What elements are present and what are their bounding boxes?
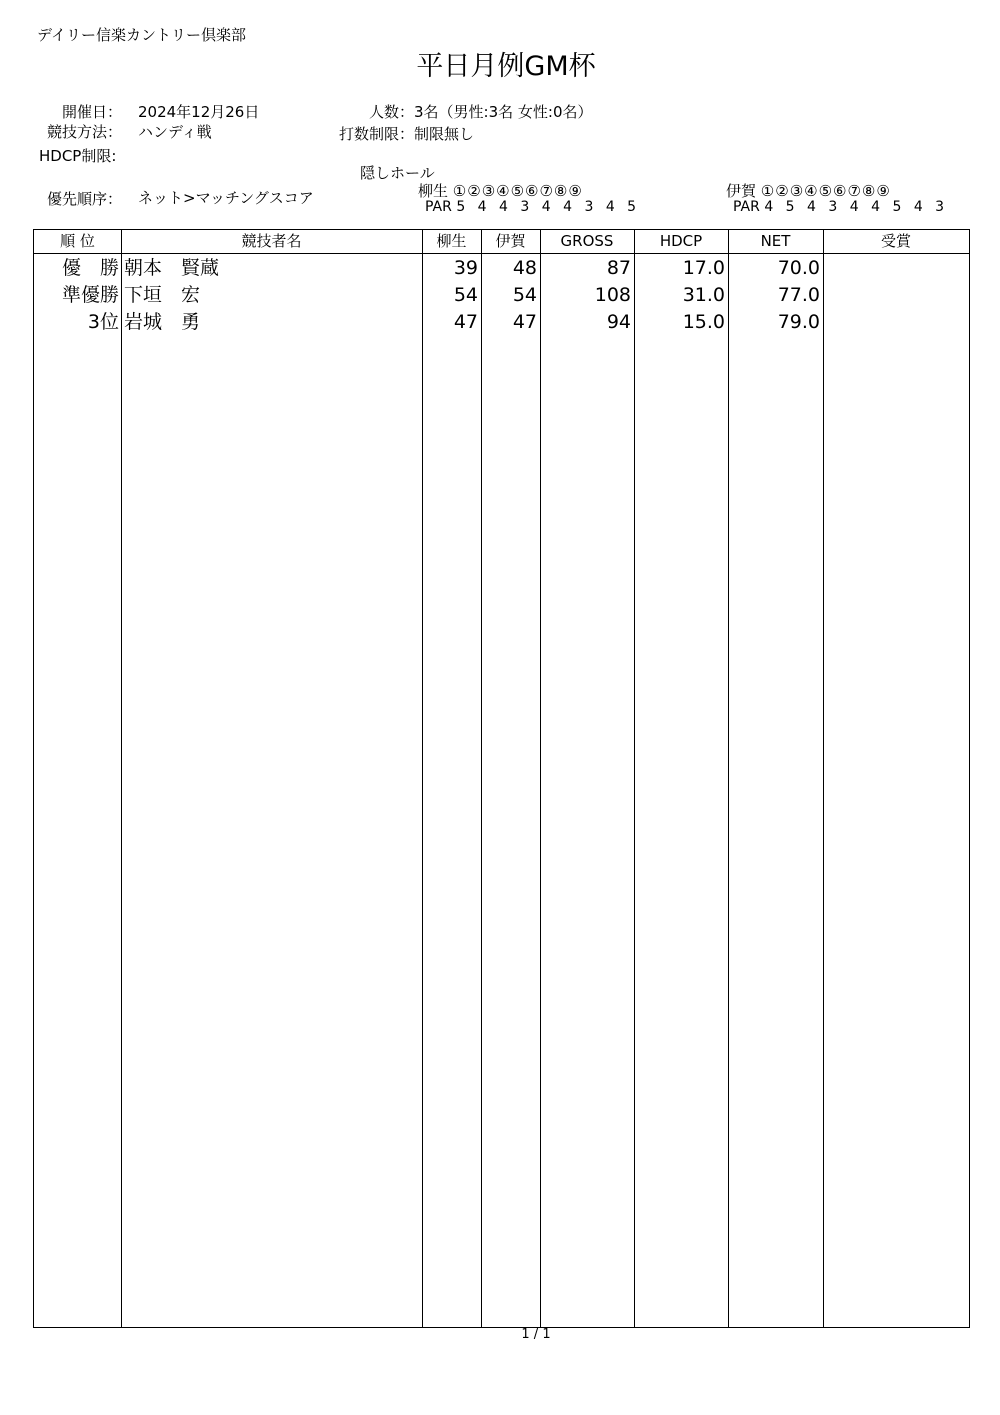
header-out: 柳生 (436, 232, 467, 250)
header-gross: GROSS (560, 232, 614, 250)
row-rank: 優 勝 (61, 257, 119, 279)
header-in: 伊賀 (495, 232, 526, 250)
course-1-holes (418, 180, 583, 201)
course-1-par-values: 5 4 4 3 4 4 3 4 5 (456, 199, 641, 215)
course-2-hole-marks: ①②③④⑤⑥⑦⑧⑨ (760, 182, 891, 200)
row-award (826, 309, 966, 335)
row-out: 47 (453, 311, 478, 333)
table-row (34, 282, 969, 308)
method-value: ハンディ戦 (138, 123, 212, 141)
row-player-name: 朝本 賢蔵 (124, 257, 220, 279)
header-award: 受賞 (880, 232, 911, 250)
header-rank: 順 位 (60, 232, 95, 250)
header-net: NET (760, 232, 791, 250)
row-gross: 87 (606, 257, 631, 279)
row-gross: 94 (606, 311, 631, 333)
row-hdcp: 31.0 (682, 284, 725, 306)
club-name: デイリー信楽カントリー倶楽部 (37, 26, 246, 44)
course-2-par-values: 4 5 4 3 4 4 5 4 3 (764, 199, 949, 215)
date-value: 2024年12月26日 (138, 103, 260, 121)
method-label: 競技方法： (46, 123, 122, 141)
header-name: 競技者名 (241, 232, 302, 250)
row-out: 54 (453, 284, 478, 306)
row-out: 39 (453, 257, 478, 279)
row-player-name: 岩城 勇 (124, 311, 201, 333)
row-in: 54 (512, 284, 537, 306)
priority-label: 優先順序： (46, 190, 122, 208)
count-label: 人数： (368, 103, 414, 121)
course-2-par (733, 199, 948, 215)
course-1-par (425, 199, 640, 215)
limit-value: 制限無し (414, 125, 475, 143)
course-1-par-label: PAR (425, 199, 452, 215)
row-net: 77.0 (777, 284, 820, 306)
hdcp-limit-label: HDCP制限: (39, 147, 117, 165)
row-in: 47 (512, 311, 537, 333)
page-indicator: 1 / 1 (521, 1327, 551, 1342)
row-hdcp: 15.0 (682, 311, 725, 333)
priority-value: ネット>マッチングスコア (138, 189, 314, 207)
count-value: 3名（男性:3名 女性:0名） (414, 103, 593, 121)
row-gross: 108 (594, 284, 631, 306)
course-2-name: 伊賀 (726, 182, 757, 200)
table-row (34, 309, 969, 335)
row-hdcp: 17.0 (682, 257, 725, 279)
table-row (34, 255, 969, 281)
row-rank: 準優勝 (61, 284, 119, 306)
course-2-par-label: PAR (733, 199, 760, 215)
course-1-name: 柳生 (418, 182, 449, 200)
row-net: 79.0 (777, 311, 820, 333)
page-title: 平日月例GM杯 (416, 51, 596, 82)
row-rank: 3位 (87, 311, 119, 333)
header-hdcp: HDCP (659, 232, 703, 250)
row-award (826, 282, 966, 308)
hidden-hole-label: 隠しホール (360, 164, 435, 182)
results-table (33, 229, 970, 1328)
limit-label: 打数制限： (338, 125, 414, 143)
date-label: 開催日： (61, 103, 122, 121)
row-player-name: 下垣 宏 (124, 284, 201, 306)
course-1-hole-marks: ①②③④⑤⑥⑦⑧⑨ (452, 182, 583, 200)
row-in: 48 (512, 257, 537, 279)
row-award (826, 255, 966, 281)
row-net: 70.0 (777, 257, 820, 279)
course-2-holes (726, 180, 891, 201)
